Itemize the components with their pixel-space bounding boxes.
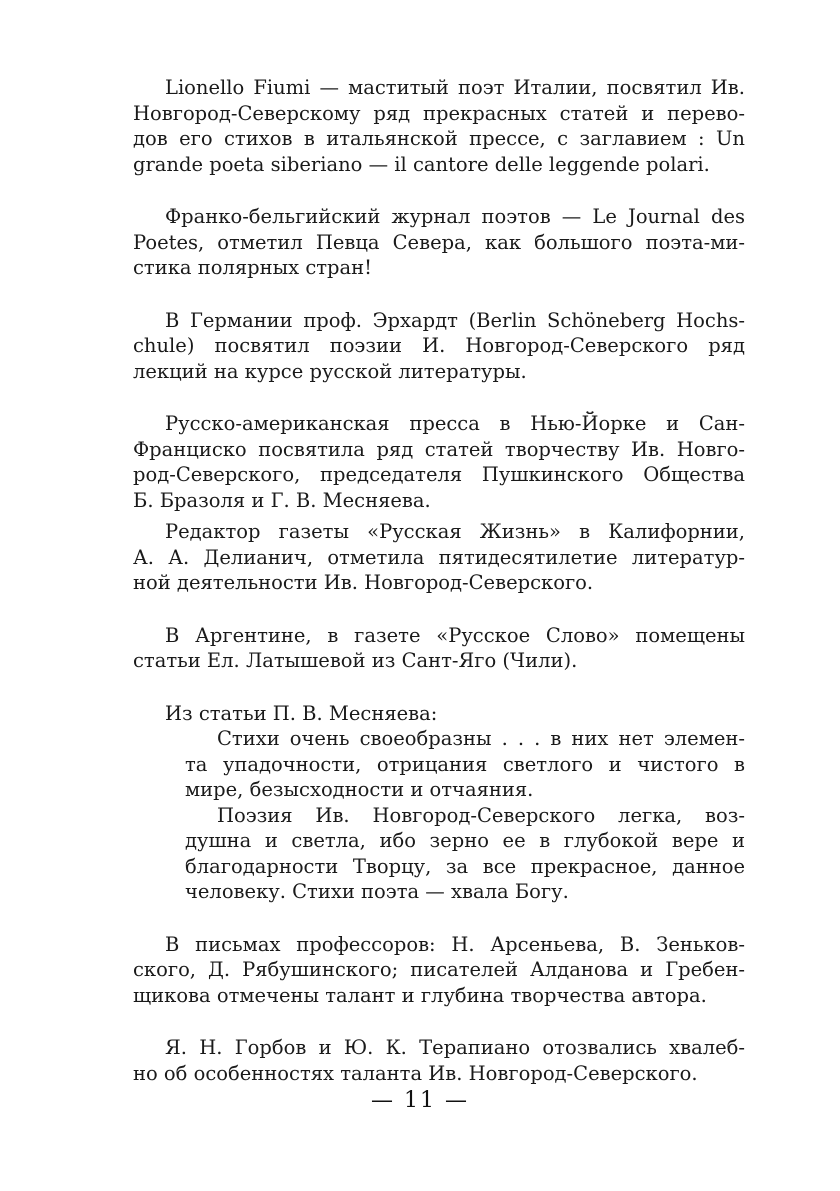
text-line: Новгород-Северскому ряд прекрасных статей и перево- <box>133 101 745 125</box>
text-line: та упадочности, отрицания светлого и чистого в <box>185 752 745 776</box>
text-line: Франко-бельгийский журнал поэтов — Le Journal des <box>165 205 745 228</box>
quote-paragraph-1 <box>133 726 745 803</box>
text-line: chule) посвятил поэзии И. Новгород-Северского ряд <box>133 334 745 357</box>
text-line: дов его стихов в итальянской прессе, с заглавием : Un <box>133 127 745 150</box>
text-line: душна и светла, ибо зерно ее в глубокой вере и <box>185 829 745 852</box>
paragraph-journal-des-poetes <box>133 204 745 281</box>
text-line: но об особенностях таланта Ив. Новгород-Северского. <box>133 1061 698 1085</box>
text-line: Редактор газеты «Русская Жизнь» в Калифорнии, <box>165 520 745 543</box>
text-line: лекций на курсе русской литературы. <box>133 359 527 383</box>
text-line: Из статьи П. В. Месняева: <box>165 701 438 725</box>
text-line: Poetes, отметил Певца Севера, как большого поэта-ми- <box>133 230 745 254</box>
text-line: Франциско посвятила ряд статей творчеству Ив. Новго- <box>133 437 745 461</box>
text-line: В Германии проф. Эрхардт (Berlin Schöneberg Hochs- <box>165 308 745 332</box>
text-line: мире, безысходности и отчаяния. <box>185 778 534 801</box>
text-line: grande poeta siberiano — il cantore delle leggende polari. <box>133 152 710 176</box>
quote-paragraph-2 <box>133 803 745 905</box>
text-line: А. А. Делианич, отметила пятидесятилетие литератур- <box>133 545 745 569</box>
text-line: Русско-американская пресса в Нью-Йорке и Сан- <box>165 412 745 435</box>
text-line: В Аргентине, в газете «Русское Слово» помещены <box>165 623 745 647</box>
text-line: ной деятельности Ив. Новгород-Северского. <box>133 571 594 594</box>
text-line: щикова отмечены талант и глубина творчества автора. <box>133 983 707 1007</box>
paragraph-letters <box>133 932 745 1009</box>
paragraph-gorbov-terapiano <box>133 1035 745 1086</box>
text-line: статьи Ел. Латышевой из Сант-Яго (Чили). <box>133 649 578 672</box>
text-line: человеку. Стихи поэта — хвала Богу. <box>185 880 569 903</box>
text-line: род-Северского, председателя Пушкинского Общества <box>133 463 745 486</box>
page-number: — 11 — <box>371 1088 469 1113</box>
text-line: Я. Н. Горбов и Ю. К. Терапиано отозвались хвалеб- <box>165 1036 745 1059</box>
text-line: Поэзия Ив. Новгород-Северского легка, воз- <box>217 803 745 827</box>
text-line: благодарности Творцу, за все прекрасное, данное <box>185 854 745 878</box>
paragraph-russkaya-zhizn <box>133 519 745 596</box>
paragraph-fiumi <box>133 75 745 177</box>
paragraph-germany <box>133 308 745 385</box>
text-line: стика полярных стран! <box>133 256 372 279</box>
text-line: Стихи очень своеобразны . . . в них нет элемен- <box>217 727 745 750</box>
paragraph-quote-intro <box>133 701 745 727</box>
paragraph-argentina <box>133 623 745 674</box>
text-line: ского, Д. Рябушинского; писателей Алданова и Гребен- <box>133 958 745 981</box>
page-body <box>133 75 745 1086</box>
text-line: Lionello Fiumi — маститый поэт Италии, посвятил Ив. <box>165 76 745 99</box>
text-line: В письмах профессоров: Н. Арсеньева, В. Зеньков- <box>165 932 745 956</box>
text-line: Б. Бразоля и Г. В. Месняева. <box>133 488 431 512</box>
paragraph-american-press <box>133 411 745 513</box>
